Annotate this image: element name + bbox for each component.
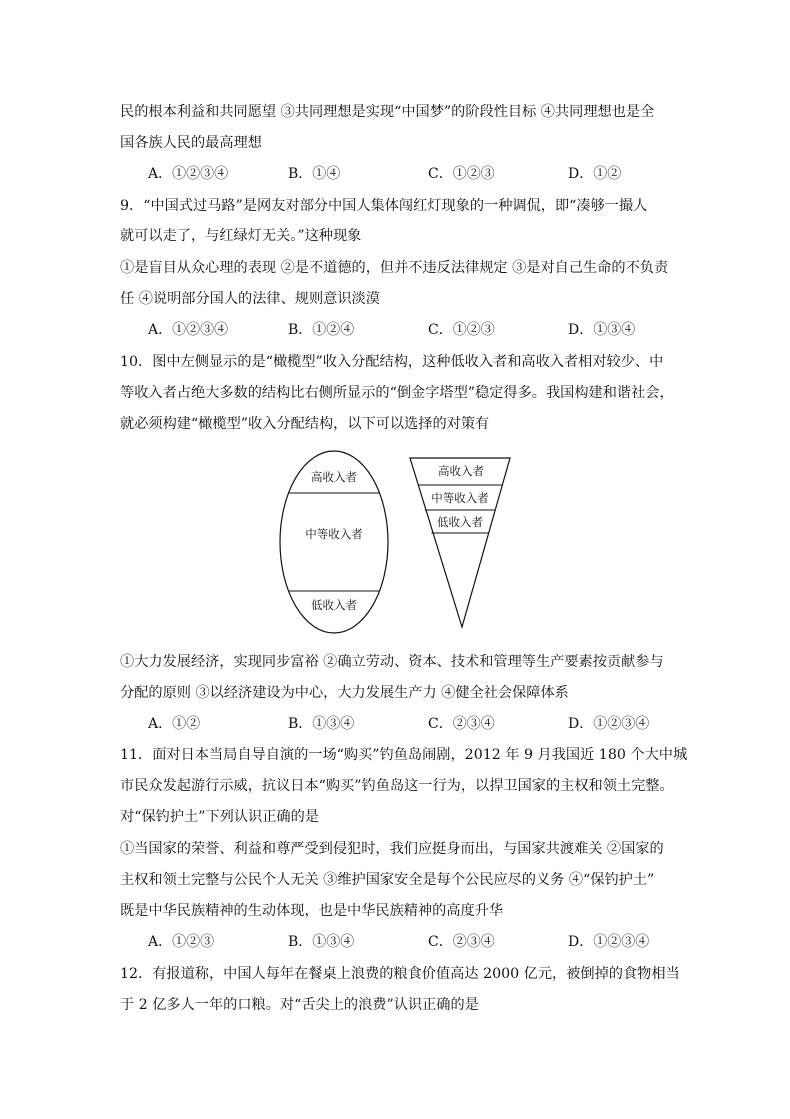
olive-label-low: 低收入者 xyxy=(311,598,357,612)
q12-text-line-2: 于 2 亿多人一年的口粮。对“舌尖上的浪费”认识正确的是 xyxy=(120,997,479,1013)
q9-option-c: C．①②③ xyxy=(428,322,495,338)
olive-diagram xyxy=(270,451,400,633)
q11-text-line-5: 主权和领土完整与公民个人无关 ③维护国家安全是每个公民应尽的义务 ④“保钓护土” xyxy=(120,872,655,888)
q11-text-line-2: 市民众发起游行示威，抗议日本“购买”钓鱼岛这一行为，以捍卫国家的主权和领土完整。 xyxy=(120,778,674,794)
q8-text-line-1: 民的根本利益和共同愿望 ③共同理想是实现“中国梦”的阶段性目标 ④共同理想也是全 xyxy=(120,104,655,120)
income-structure-figure xyxy=(270,445,530,645)
q8-option-b: B．①④ xyxy=(288,166,341,182)
q9-option-b: B．①②④ xyxy=(288,322,355,338)
q11-text-line-1: 11．面对日本当局自导自演的一场“购买”钓鱼岛闹剧，2012 年 9 月我国近 180 个大中城 xyxy=(120,747,688,763)
q9-option-a: A．①②③④ xyxy=(148,322,229,338)
q11-option-b: B．①③④ xyxy=(288,934,355,950)
q9-text-line-3: ①是盲目从众心理的表现 ②是不道德的，但并不违反法律规定 ③是对自己生命的不负责 xyxy=(120,260,669,276)
q11-option-a: A．①②③ xyxy=(148,934,215,950)
q10-text-line-1: 10．图中左侧显示的是“橄榄型”收入分配结构，这种低收入者和高收入者相对较少、中 xyxy=(120,354,664,370)
q11-text-line-6: 既是中华民族精神的生动体现，也是中华民族精神的高度升华 xyxy=(120,903,504,919)
q9-option-d: D．①③④ xyxy=(568,322,636,338)
q9-text-line-1: 9．“中国式过马路”是网友对部分中国人集体闯红灯现象的一种调侃，即“凑够一撮人 xyxy=(120,198,648,214)
q8-text-line-2: 国各族人民的最高理想 xyxy=(120,135,262,151)
q10-option-a: A．①② xyxy=(148,716,201,732)
q11-text-line-4: ①当国家的荣誉、利益和尊严受到侵犯时，我们应挺身而出，与国家共渡难关 ②国家的 xyxy=(120,841,664,857)
q10-text-line-5: 分配的原则 ③以经济建设为中心，大力发展生产力 ④健全社会保障体系 xyxy=(120,685,569,701)
q9-text-line-2: 就可以走了，与红绿灯无关。”这种现象 xyxy=(120,228,362,244)
q10-option-b: B．①③④ xyxy=(288,716,355,732)
pyramid-outline xyxy=(410,458,510,627)
q10-option-d: D．①②③④ xyxy=(568,716,650,732)
inverted-pyramid-diagram xyxy=(410,458,510,627)
q8-option-c: C．①②③ xyxy=(428,166,495,182)
q11-options xyxy=(148,932,668,952)
q11-option-d: D．①②③④ xyxy=(568,934,650,950)
pyramid-label-low: 低收入者 xyxy=(437,515,483,529)
q8-options xyxy=(148,164,668,184)
q12-text-line-1: 12．有报道称，中国人每年在餐桌上浪费的粮食价值高达 2000 亿元，被倒掉的食物相当 xyxy=(120,966,680,982)
q9-options xyxy=(148,320,668,340)
q8-option-d: D．①② xyxy=(568,166,622,182)
olive-label-middle: 中等收入者 xyxy=(305,527,363,541)
pyramid-label-middle: 中等收入者 xyxy=(431,491,489,505)
q10-text-line-2: 等收入者占绝大多数的结构比右侧所显示的“倒金字塔型”稳定得多。我国构建和谐社会， xyxy=(120,385,674,401)
pyramid-label-high: 高收入者 xyxy=(438,464,484,478)
q10-text-line-3: 就必须构建“橄榄型”收入分配结构，以下可以选择的对策有 xyxy=(120,416,490,432)
q11-text-line-3: 对“保钓护土”下列认识正确的是 xyxy=(120,809,319,825)
q10-option-c: C．②③④ xyxy=(428,716,495,732)
olive-label-high: 高收入者 xyxy=(311,470,357,484)
q10-text-line-4: ①大力发展经济，实现同步富裕 ②确立劳动、资本、技术和管理等生产要素按贡献参与 xyxy=(120,654,664,670)
q10-options xyxy=(148,714,668,734)
q11-option-c: C．②③④ xyxy=(428,934,495,950)
q8-option-a: A．①②③④ xyxy=(148,166,229,182)
q9-text-line-4: 任 ④说明部分国人的法律、规则意识淡漠 xyxy=(120,291,380,307)
